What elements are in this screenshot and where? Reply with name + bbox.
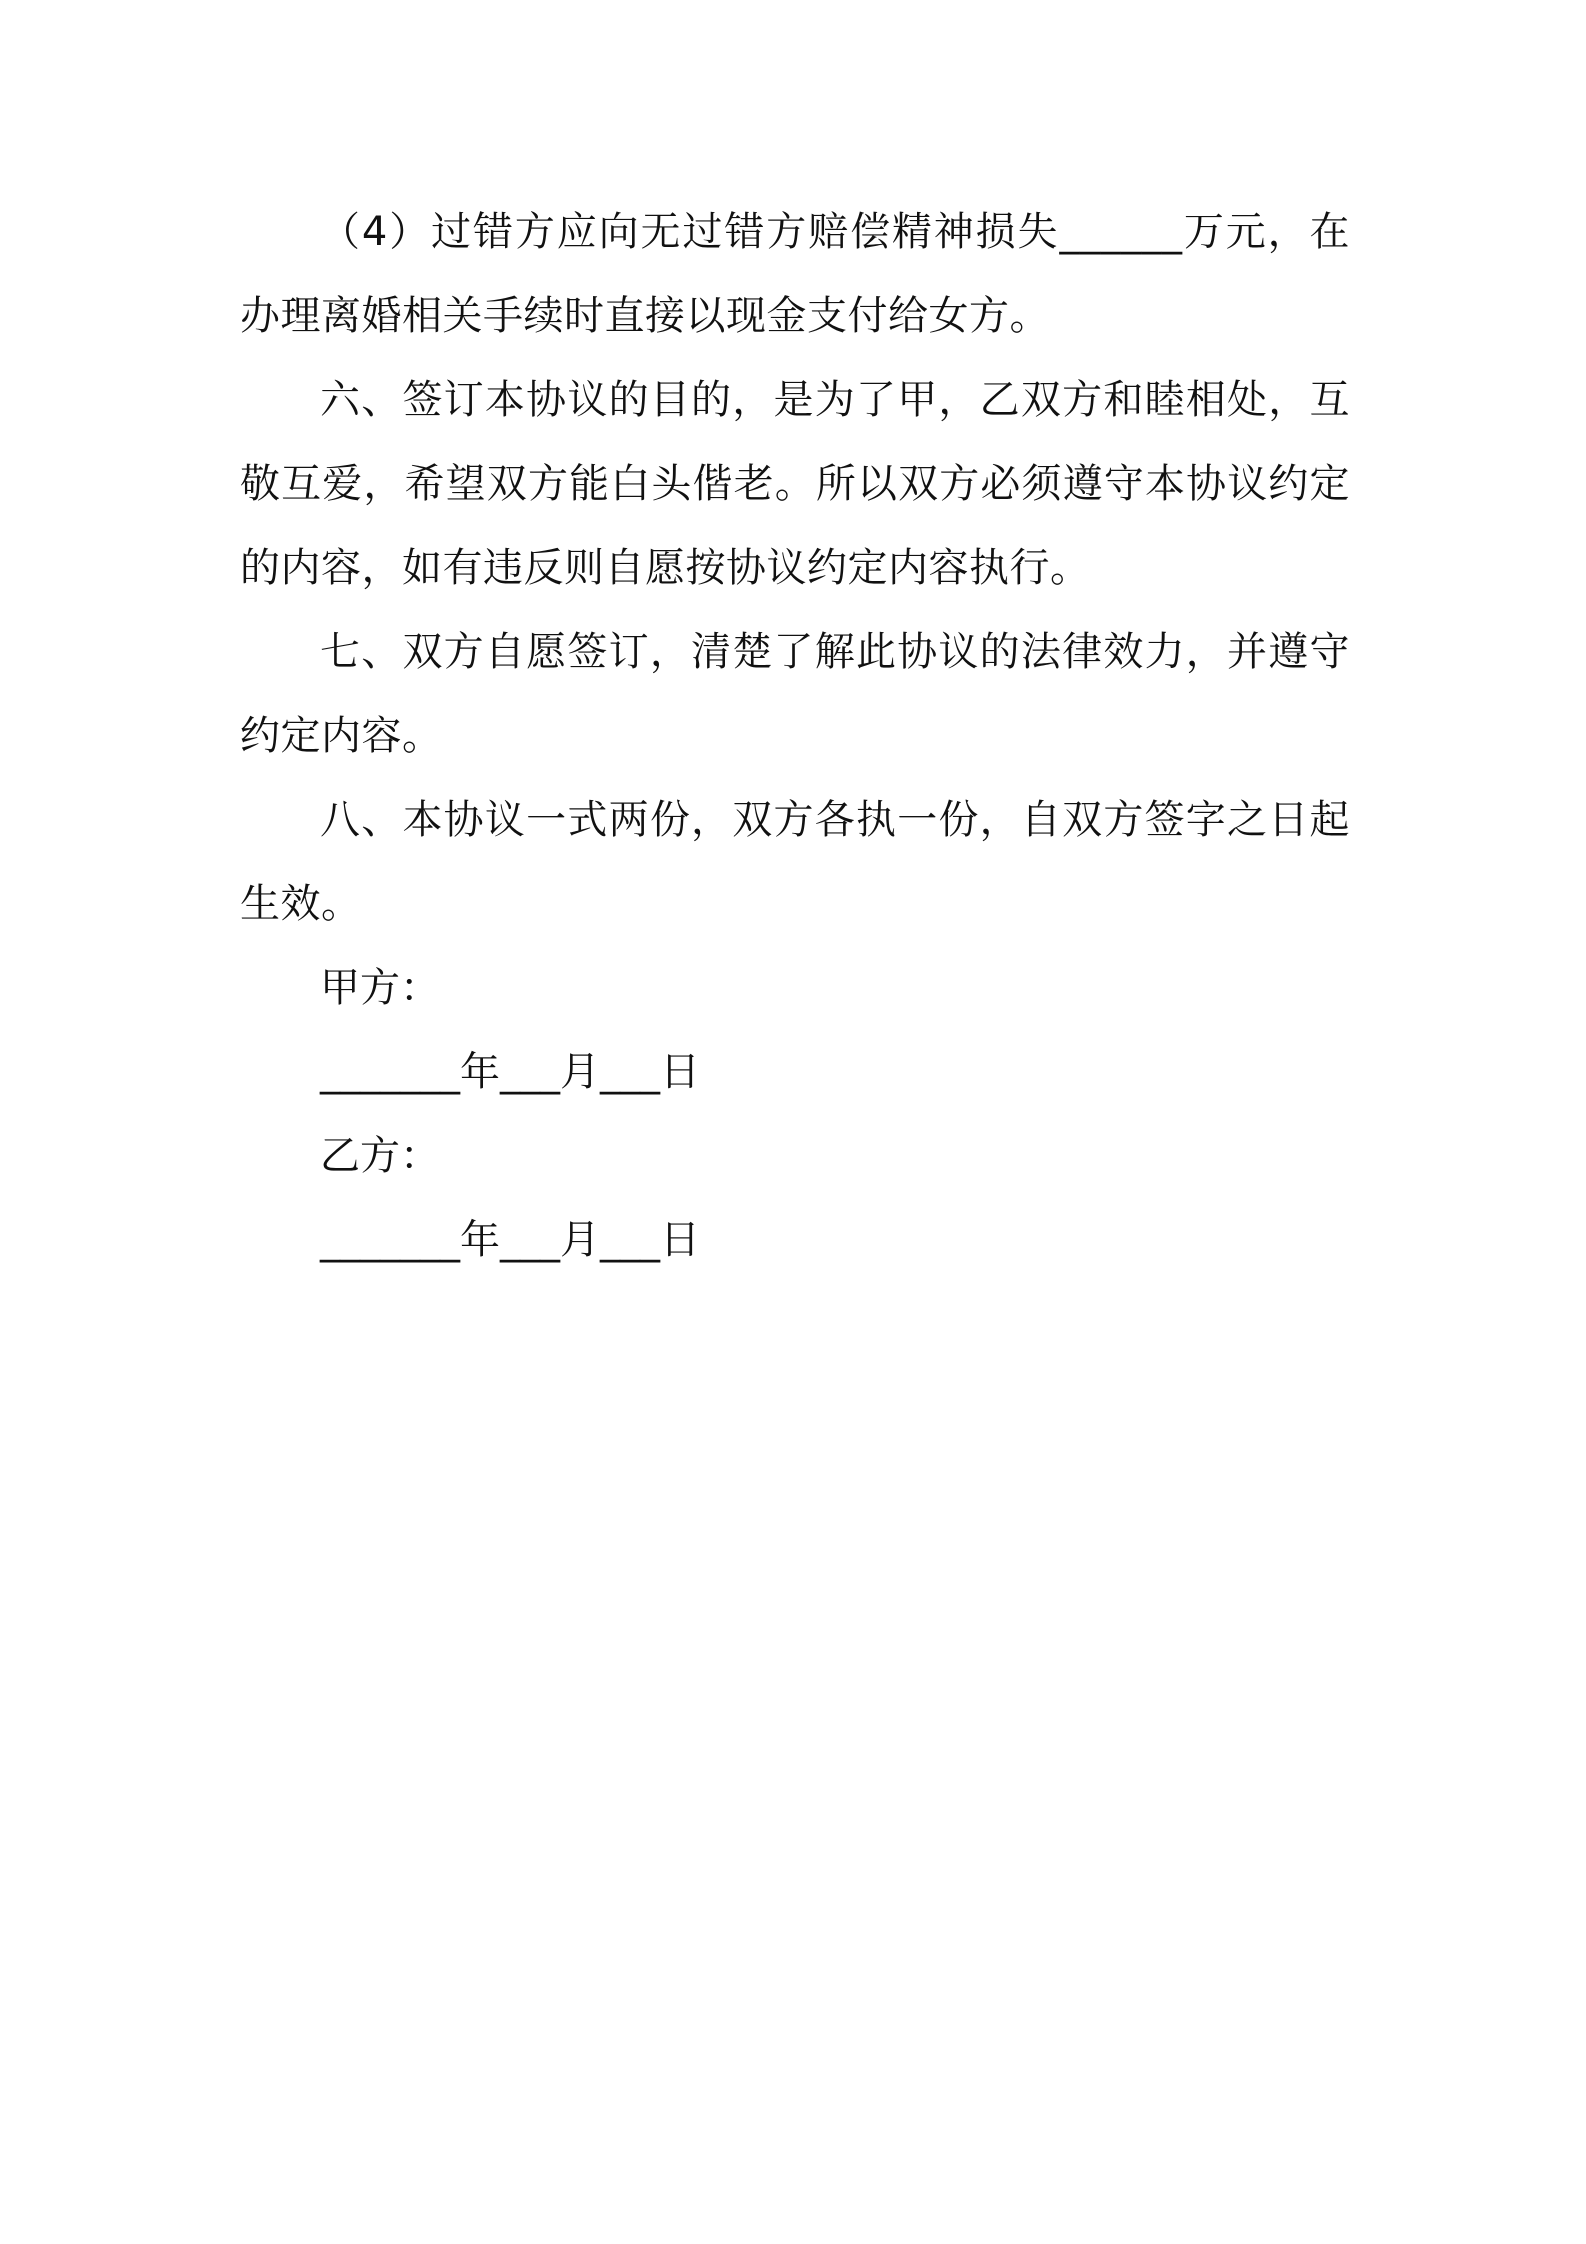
party-b-date: _______年___月___日 bbox=[320, 1217, 700, 1263]
party-b-label: 乙方： bbox=[320, 1133, 440, 1179]
party-a-label: 甲方： bbox=[320, 965, 440, 1011]
clause-4-compensation: （4）过错方应向无过错方赔偿精神损失______万元，在办理离婚相关手续时直接以现金支付给女方。 bbox=[240, 209, 1350, 339]
signature-block bbox=[240, 946, 1350, 1282]
clause-seven-voluntary: 七、双方自愿签订，清楚了解此协议的法律效力，并遵守约定内容。 bbox=[240, 629, 1350, 759]
party-a-date: _______年___月___日 bbox=[320, 1049, 700, 1095]
clause-eight-copies: 八、本协议一式两份，双方各执一份，自双方签字之日起生效。 bbox=[240, 797, 1350, 927]
clause-six-purpose: 六、签订本协议的目的，是为了甲，乙双方和睦相处，互敬互爱，希望双方能白头偕老。所以双方必须遵守本协议约定的内容，如有违反则自愿按协议约定内容执行。 bbox=[240, 377, 1350, 591]
document-page bbox=[240, 190, 1350, 1282]
